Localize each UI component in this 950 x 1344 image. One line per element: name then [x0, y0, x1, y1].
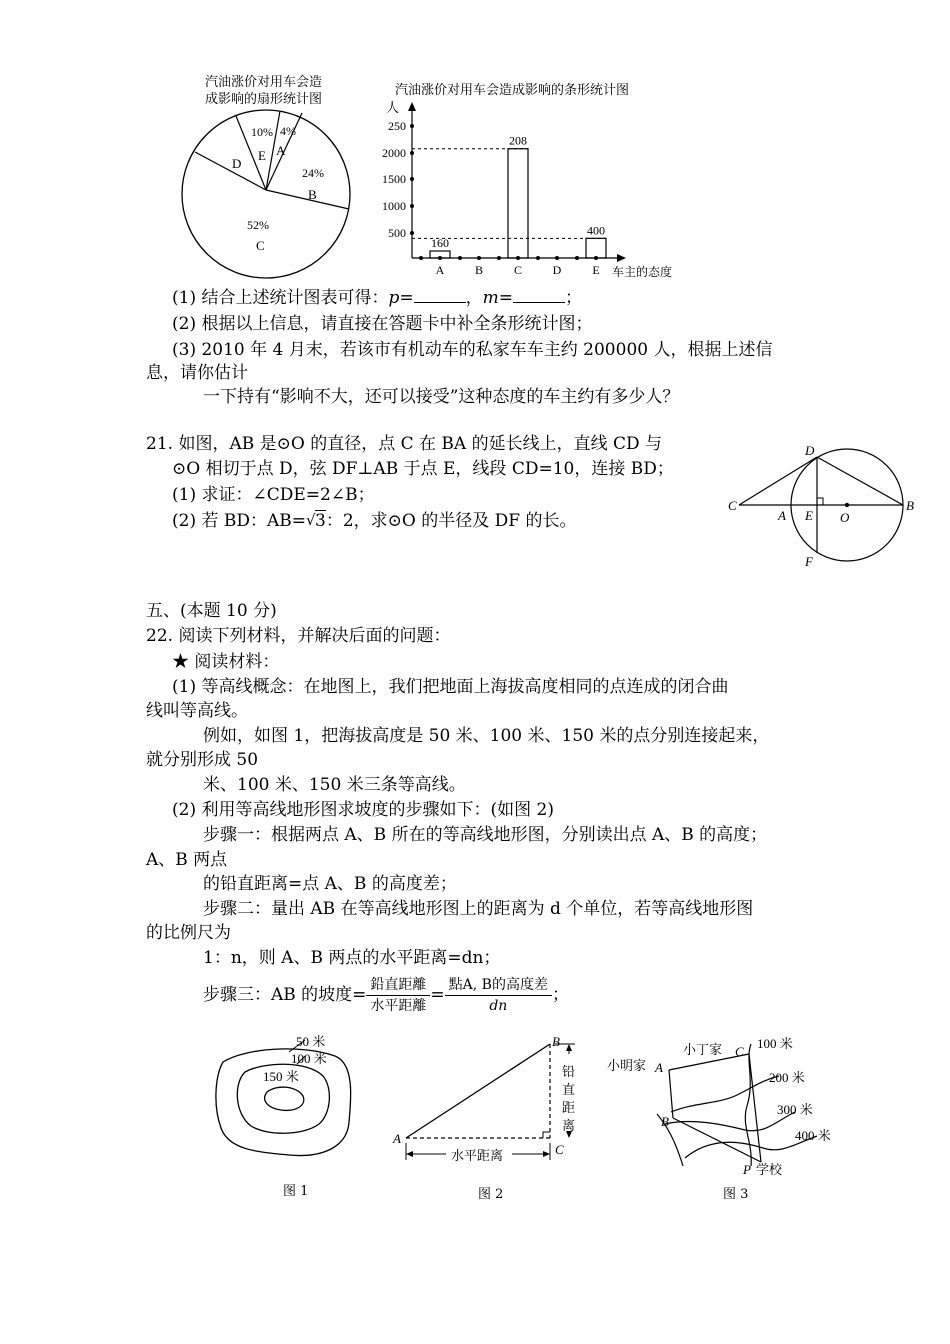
q22-s3 — [203, 972, 569, 1018]
pie-label-d: D — [232, 156, 242, 171]
q20-sep: ， — [465, 288, 483, 308]
figure-2-caption: 图 2 — [478, 1187, 504, 1202]
q20-eq-p: = — [399, 288, 414, 308]
pie-label-c-percent: 52% — [247, 218, 269, 232]
pie-title-line1: 汽油涨价对用车会造 — [205, 75, 323, 90]
pie-label-c: C — [256, 238, 265, 253]
x-tick-label: D — [552, 263, 562, 277]
fig2-vertical-3: 距 — [562, 1100, 576, 1115]
fig2-label-b: B — [552, 1034, 560, 1049]
q20-part1 — [172, 287, 582, 309]
fig3-l100: 100 米 — [757, 1036, 793, 1051]
x-tick-label: C — [513, 263, 523, 277]
pie-label-e: E — [258, 148, 266, 163]
x-axis-dot — [555, 256, 559, 260]
q22-section: 五、(本题 10 分) — [146, 601, 277, 621]
line-db — [817, 457, 903, 505]
fig3-l400: 400 米 — [795, 1128, 831, 1143]
bar-chart-title: 汽油涨价对用车会造成影响的条形统计图 — [395, 83, 630, 98]
bar-value-label: 208 — [509, 133, 527, 148]
q21-line4-a: (2) 若 BD：AB= — [172, 511, 307, 531]
y-tick-label: 500 — [388, 226, 406, 240]
pie-label-a-percent: 4% — [280, 124, 296, 138]
figure-1-caption: 图 1 — [283, 1184, 309, 1199]
label-b: B — [906, 498, 914, 513]
x-axis-dot — [575, 256, 579, 260]
x-axis-dot — [536, 256, 540, 260]
fig2-horizontal-label: 水平距离 — [451, 1148, 504, 1163]
q22-star: ★ 阅读材料： — [172, 652, 280, 672]
fig3-school: 学校 — [756, 1162, 783, 1177]
q22-s3-prefix: 步骤三：AB 的坡度= — [203, 985, 367, 1005]
q22-s2-line1: 步骤二：量出 AB 在等高线地形图上的距离为 d 个单位，若等高线地形图 — [203, 899, 754, 919]
q22-m1-line1: (1) 等高线概念：在地图上，我们把地面上海拔高度相同的点连成的闭合曲 — [172, 677, 729, 697]
fig2-vertical-2: 直 — [562, 1082, 576, 1097]
label-c: C — [728, 498, 737, 513]
fraction-1-num: 鉛直距離 — [366, 975, 430, 996]
contour-300m — [665, 1112, 795, 1131]
q22-s3-end: ； — [551, 985, 569, 1005]
label-a: A — [778, 508, 786, 523]
pie-title-line2: 成影响的扇形统计图 — [205, 92, 323, 107]
fig3-label-p: P — [743, 1162, 751, 1177]
figure-3-map — [605, 1030, 855, 1180]
bar-value-label: 400 — [587, 223, 605, 238]
y-tick-label: 250 — [388, 119, 406, 133]
slope-ab — [406, 1044, 550, 1138]
arrow-left-icon — [406, 1151, 413, 1157]
right-angle-c — [543, 1132, 550, 1138]
fig3-l300: 300 米 — [777, 1102, 813, 1117]
pie-label-e-percent: 10% — [251, 125, 273, 139]
q21-line4 — [172, 510, 577, 532]
figure-2-triangle — [390, 1030, 590, 1170]
x-axis-dot — [477, 256, 481, 260]
arrow-up-icon — [566, 1044, 572, 1051]
y-tick-mark — [410, 151, 414, 155]
fig2-vertical-4: 离 — [562, 1118, 576, 1133]
x-tick-label: A — [435, 263, 445, 277]
fraction-1-den: 水平距離 — [370, 997, 427, 1014]
q21-sqrt-value: 3 — [315, 511, 326, 531]
q21-line2: ⊙O 相切于点 D，弦 DF⊥AB 于点 E，线段 CD=10，连接 BD； — [172, 459, 674, 479]
label-50m: 50 米 — [296, 1034, 326, 1049]
q22-s1-line1: 步骤一：根据两点 A、B 所在的等高线地形图，分别读出点 A、B 的高度； — [203, 825, 768, 845]
fig3-l200: 200 米 — [769, 1070, 805, 1085]
x-tick-label: B — [474, 263, 484, 277]
q20-part3-line1: (3) 2010 年 4 月末，若该市有机动车的私家车车主约 200000 人，根据上述信 — [172, 340, 773, 360]
fig3-label-c: C — [735, 1044, 744, 1059]
x-axis-dot — [458, 256, 462, 260]
fraction-2 — [445, 975, 552, 1016]
q21-line4-b: ：2，求⊙O 的半径及 DF 的长。 — [325, 511, 577, 531]
y-tick-label: 1500 — [382, 172, 406, 186]
fraction-2-num: 點A, B的高度差 — [445, 975, 552, 996]
contour-200m — [671, 1076, 779, 1112]
bar-y-arrow — [408, 102, 416, 111]
q20-part1-prefix: (1) 结合上述统计图表可得： — [172, 288, 389, 308]
y-tick-mark — [410, 177, 414, 181]
label-e: E — [805, 508, 813, 523]
pie-label-a: A — [276, 143, 286, 158]
pie-chart-title — [205, 74, 322, 108]
bar-E — [586, 238, 606, 258]
label-150m: 150 米 — [263, 1069, 299, 1084]
route-ab — [669, 1070, 673, 1118]
q20-part3-line2: 息，请你估计 — [146, 363, 248, 383]
q21-line3: (1) 求证：∠CDE=2∠B； — [172, 485, 375, 505]
contour-150 — [265, 1087, 304, 1110]
q22-intro: 22. 阅读下列材料，并解决后面的问题： — [146, 626, 451, 646]
fig3-xiaoming: 小明家 — [607, 1058, 647, 1073]
center-point — [845, 503, 849, 507]
figure-3-caption: 图 3 — [723, 1187, 749, 1202]
q22-s3-eq: = — [430, 985, 445, 1005]
bar-x-label: 车主的态度 — [612, 265, 673, 279]
q20-part3-line3: 一下持有“影响不大，还可以接受”这种态度的车主约有多少人？ — [203, 387, 680, 407]
q22-m1-line3: 例如，如图 1，把海拔高度是 50 米、100 米、150 米的点分别连接起来， — [203, 726, 770, 746]
pie-label-b-percent: 24% — [302, 166, 324, 180]
q22-m1-line2: 线叫等高线。 — [146, 701, 248, 721]
fig3-label-a: A — [655, 1060, 663, 1075]
fig2-vertical-1: 铅 — [562, 1064, 576, 1079]
bar-x-arrow — [617, 254, 626, 262]
q20-var-p: p — [388, 288, 400, 308]
label-100m: 100 米 — [291, 1051, 327, 1066]
q20-var-m: m — [482, 288, 499, 308]
contour-50 — [216, 1049, 351, 1156]
arrow-right-icon — [543, 1151, 550, 1157]
q20-eq-m: = — [498, 288, 513, 308]
label-o: O — [840, 510, 850, 525]
figure-1-contour — [205, 1030, 365, 1180]
q22-s2-line2: 的比例尺为 — [146, 923, 231, 943]
pie-divider-c-d — [195, 152, 266, 190]
q21-circle-figure — [725, 440, 925, 570]
y-tick-mark — [410, 231, 414, 235]
label-d: D — [805, 443, 815, 458]
bar-C — [508, 149, 528, 258]
pie-chart — [180, 108, 360, 288]
y-tick-mark — [410, 124, 414, 128]
q22-s1-line3: 的铅直距离=点 A、B 的高度差； — [203, 874, 457, 894]
bar-y-label: 人 — [386, 100, 400, 115]
q22-m2-line1: (2) 利用等高线地形图求坡度的步骤如下：(如图 2) — [172, 800, 554, 820]
line-cd — [739, 457, 817, 505]
fig3-xiaoding: 小丁家 — [683, 1042, 723, 1057]
fraction-2-den: dn — [489, 997, 508, 1014]
q21-line1: 21. 如图，AB 是⊙O 的直径，点 C 在 BA 的延长线上，直线 CD 与 — [146, 434, 663, 454]
x-tick-label: E — [592, 263, 600, 277]
bar-value-label: 160 — [431, 236, 449, 250]
q20-blank-p[interactable] — [414, 288, 466, 303]
q20-blank-m[interactable] — [513, 288, 565, 303]
y-tick-label: 2000 — [382, 146, 406, 160]
fig2-label-a: A — [393, 1131, 401, 1146]
bar-chart — [370, 98, 700, 280]
x-axis-dot — [497, 256, 501, 260]
pie-label-b: B — [308, 187, 317, 202]
y-tick-mark — [410, 204, 414, 208]
x-axis-dot — [419, 256, 423, 260]
q20-part2: (2) 根据以上信息，请直接在答题卡中补全条形统计图； — [172, 314, 593, 334]
fig3-label-b: B — [661, 1114, 669, 1129]
label-f: F — [805, 554, 813, 569]
q22-s1-line2: A、B 两点 — [146, 850, 228, 870]
q20-end: ； — [565, 288, 582, 308]
q22-m1-line5: 米、100 米、150 米三条等高线。 — [203, 775, 466, 795]
q22-s2-line3: 1：n，则 A、B 两点的水平距离=dn； — [203, 948, 501, 968]
q21-sqrt — [306, 511, 326, 531]
fig2-label-c: C — [555, 1142, 564, 1157]
q22-m1-line4: 就分别形成 50 — [146, 750, 259, 770]
right-angle-mark — [817, 498, 823, 505]
y-tick-label: 1000 — [382, 199, 406, 213]
sqrt-icon: √ — [306, 511, 316, 529]
fraction-1 — [366, 975, 430, 1016]
